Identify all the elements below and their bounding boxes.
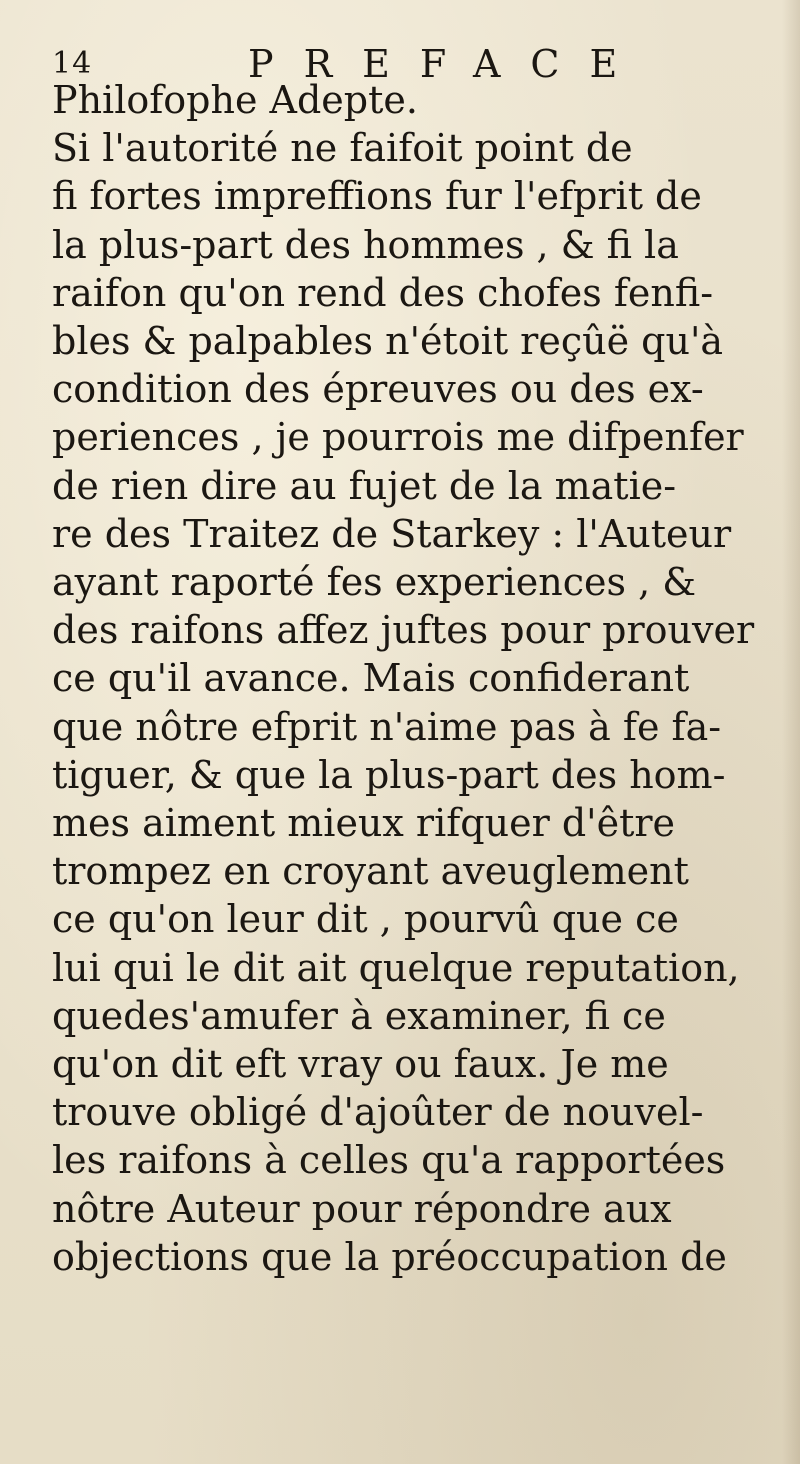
text-line-11: ayant raporté fes experiences , & (52, 560, 697, 605)
text-line-7: condition des épreuves ou des ex- (52, 367, 704, 412)
text-line-4: la plus-part des hommes , & fi la (52, 222, 679, 267)
body-text (52, 76, 758, 1281)
text-line-1: Philofophe Adepte. (52, 78, 418, 122)
text-line-5: raifon qu'on rend des chofes fenfi- (52, 270, 714, 315)
text-line-18: ce qu'on leur dit , pourvû que ce (52, 897, 679, 942)
page-number: 14 (52, 46, 93, 81)
text-line-10: re des Traitez de Starkey : l'Auteur (52, 511, 732, 556)
text-line-24: nôtre Auteur pour répondre aux (52, 1186, 672, 1231)
text-line-14: que nôtre efprit n'aime pas à fe fa- (52, 704, 722, 749)
text-line-13: ce qu'il avance. Mais confiderant (52, 656, 690, 701)
text-line-3: fi fortes impreffions fur l'efprit de (52, 174, 702, 219)
text-line-16: mes aiment mieux rifquer d'être (52, 801, 676, 846)
text-line-2: Si l'autorité ne faifoit point de (52, 126, 633, 171)
text-line-25: objections que la préoccupation de (52, 1234, 727, 1279)
text-line-20: quedes'amufer à examiner, fi ce (52, 993, 666, 1038)
text-line-8: periences , je pourrois me difpenfer (52, 415, 744, 460)
text-line-22: trouve obligé d'ajoûter de nouvel- (52, 1090, 704, 1135)
text-line-23: les raifons à celles qu'a rapportées (52, 1138, 726, 1183)
text-line-9: de rien dire au fujet de la matie- (52, 463, 677, 508)
page-edge-shadow (782, 0, 800, 1464)
running-head: PREFACE (248, 42, 648, 86)
text-line-21: qu'on dit eft vray ou faux. Je me (52, 1042, 669, 1087)
text-line-6: bles & palpables n'étoit reçûë qu'à (52, 319, 724, 364)
text-line-15: tiguer, & que la plus-part des hom- (52, 752, 726, 797)
text-line-17: trompez en croyant aveuglement (52, 849, 689, 894)
text-line-19: lui qui le dit ait quelque reputation, (52, 945, 740, 990)
text-line-12: des raifons affez juftes pour prouver (52, 608, 755, 653)
